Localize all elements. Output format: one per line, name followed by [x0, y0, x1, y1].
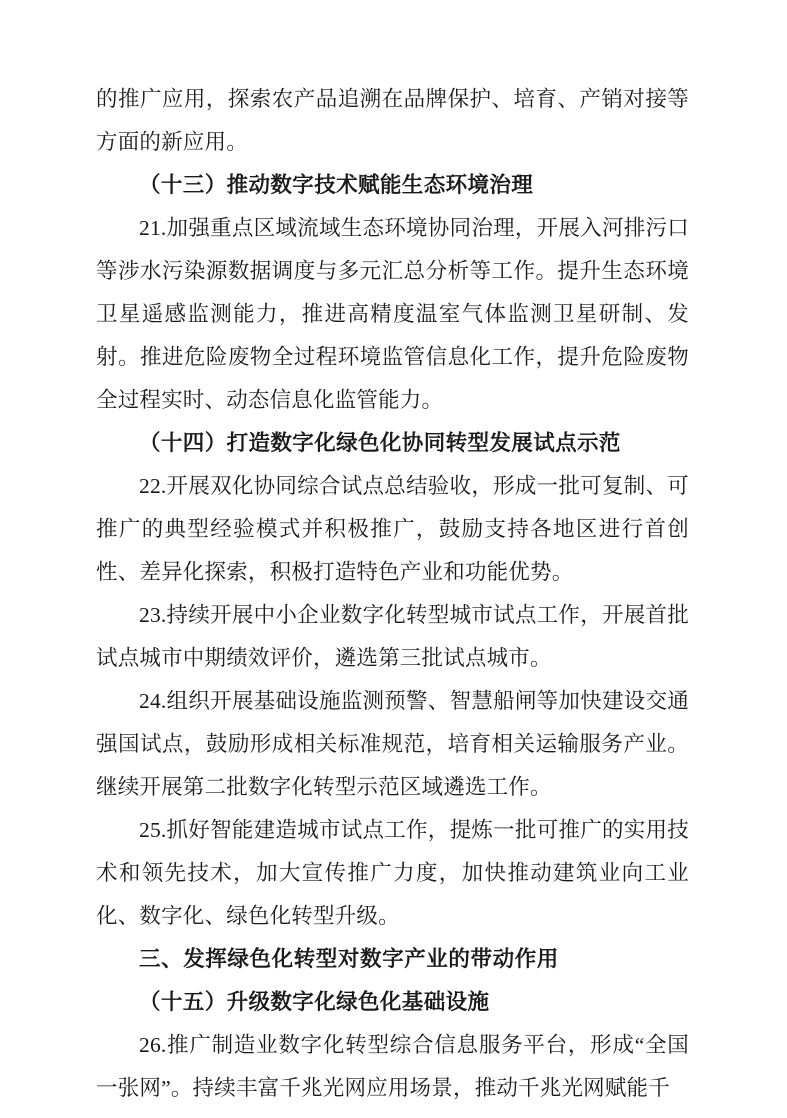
heading-section-3: 三、发挥绿色化转型对数字产业的带动作用: [139, 947, 559, 971]
paragraph-23: 23.持续开展中小企业数字化转型城市试点工作，开展首批试点城市中期绩效评价，遴选第三批试点城市。: [96, 603, 689, 670]
heading-section-15: （十五）升级数字化绿色化基础设施: [139, 990, 490, 1014]
paragraph-22: 22.开展双化协同综合试点总结验收，形成一批可复制、可推广的典型经验模式并积极推广，鼓励支持各地区进行首创性、差异化探索，积极打造特色产业和功能优势。: [96, 474, 689, 584]
paragraph-continued: 的推广应用，探索农产品追溯在品牌保护、培育、产销对接等方面的新应用。: [96, 87, 689, 154]
heading-section-14: （十四）打造数字化绿色化协同转型发展试点示范: [139, 431, 621, 455]
heading-section-13: （十三）推动数字技术赋能生态环境治理: [139, 173, 534, 197]
paragraph-25: 25.抓好智能建造城市试点工作，提炼一批可推广的实用技术和领先技术，加大宣传推广力度，加快推动建筑业向工业化、数字化、绿色化转型升级。: [96, 818, 689, 928]
paragraph-24: 24.组织开展基础设施监测预警、智慧船闸等加快建设交通强国试点，鼓励形成相关标准规范，培育相关运输服务产业。继续开展第二批数字化转型示范区域遴选工作。: [96, 689, 689, 799]
paragraph-26: 26.推广制造业数字化转型综合信息服务平台，形成“全国一张网”。持续丰富千兆光网应用场景，推动千兆光网赋能千: [96, 1033, 689, 1100]
paragraph-21: 21.加强重点区域流域生态环境协同治理，开展入河排污口等涉水污染源数据调度与多元汇总分析等工作。提升生态环境卫星遥感监测能力，推进高精度温室气体监测卫星研制、发射。推进危险废物全过程环境监管信息化工作，提升危险废物全过程实时、动态信息化监管能力。: [96, 216, 689, 412]
document-body: [96, 78, 689, 1110]
